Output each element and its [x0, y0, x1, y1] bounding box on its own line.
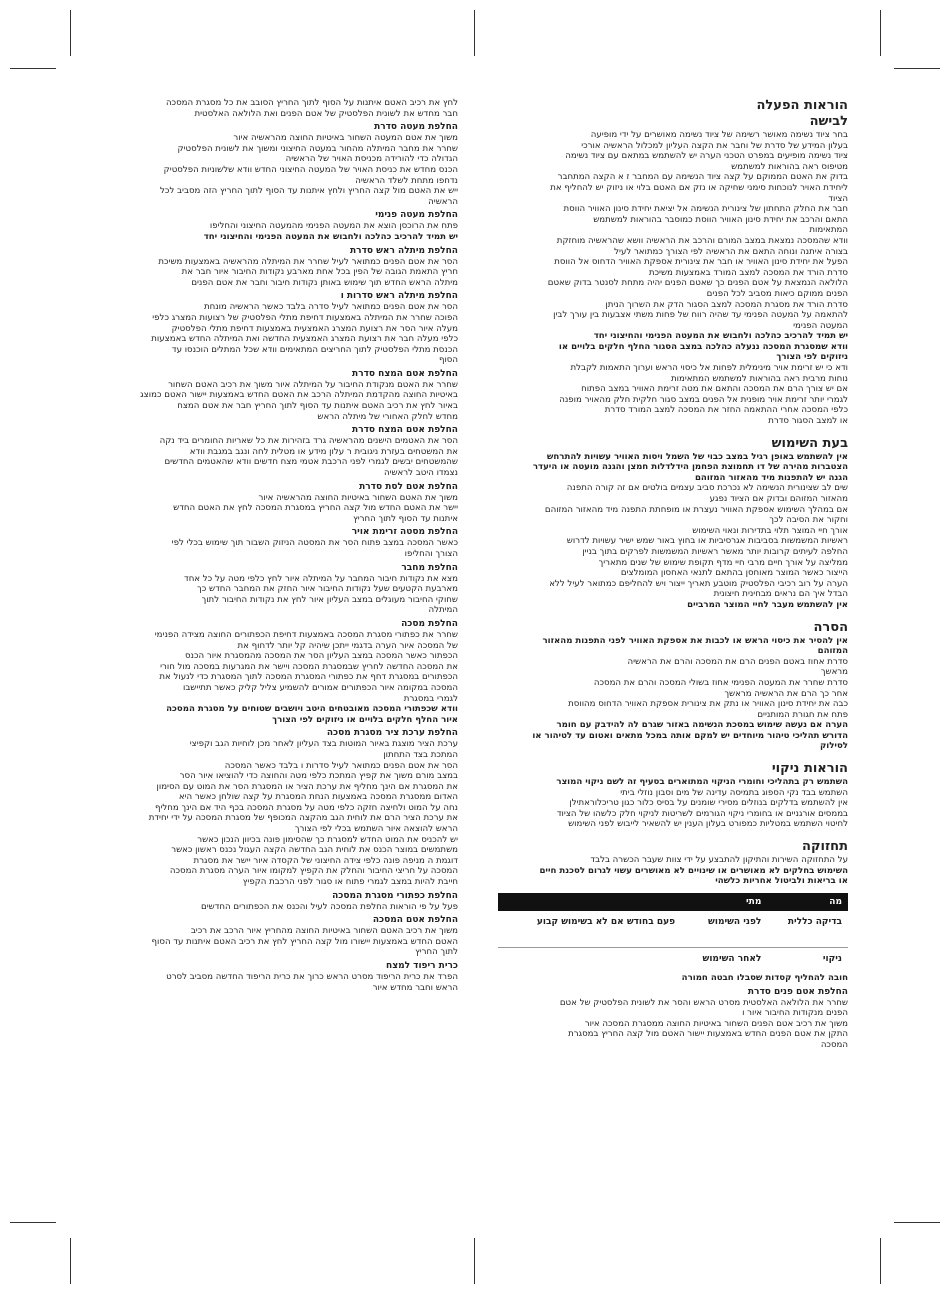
text-line: הסר את אטם הפנים כמתואר לעיל שחרר את המיתלה מהראשיה באמצעות משיכת: [158, 256, 458, 267]
cushion-heading: כרית ריפוד למצח: [386, 961, 458, 971]
row1-extra: פעם בחודש אם לא בשימוש קבוע: [536, 916, 676, 927]
row1-what: בדיקה כללית: [787, 916, 842, 927]
sweatband-lines: [96, 380, 458, 422]
visor-frame-heading: החלפת ערכת ציר מסגרת מסכה: [326, 728, 458, 739]
text-line: שהמשטחים יבשים לגמרי לפני הרכבת אטמי מצח חדשים וודא שהאטמים החדשים: [164, 457, 458, 468]
text-line: משוך את האטם השחור באיטיות החוצה מהראשיה איור: [258, 492, 458, 503]
crop-mark-top-left: [70, 10, 71, 56]
row2-when: לאחר השימוש: [681, 948, 767, 971]
table-header-blank: [498, 893, 681, 911]
text-line: משתמשים במוצר הכנס את לוחית הגב החדשה הקצה העגול נכנס ראשון כאשר: [171, 845, 458, 856]
wearing-bold-3: ניזוקים לפי הצורך: [776, 352, 848, 363]
mask-heading: החלפת מסכה: [401, 618, 458, 629]
text-line: באיטיות החוצה מהקדמת המיתלה הרכב את האטם החדש באמצעות יישור האטם כמוצג: [140, 390, 458, 401]
text-line: כלפי המסכה אחרי ההתאמה החזר את המסכה למצב המורד סדרת: [604, 405, 848, 416]
row1-when: לפני השימוש: [708, 916, 762, 927]
cleaning-heading: הוראות ניקוי: [771, 761, 848, 777]
text-line: הכנסת מתלי הפלסטיק לתוך החריצים המתאימים וודא שכל המתלים הוכנסו עד: [171, 344, 458, 355]
text-line: דוגמת ה מניפה פונה כלפי צידה החיצוני של הקסדה איור יישר את מסגרת: [193, 855, 458, 866]
text-line: אם במהלך השימוש אספקת האוויר נעצרת או מופחתת התפנה מיד מהאזור המזוהם: [544, 504, 848, 515]
text-line: של המסכה איור הערה בדגמי ייתכן שיהיה קל יותר לדחוף את: [237, 640, 458, 651]
right-column: [498, 98, 848, 1051]
text-line: פתח את חגורת המותניים: [757, 709, 848, 720]
text-line: מחדש לחלק האחורי של מיתלה הראש: [317, 411, 458, 422]
removal-heading: הסרה: [813, 619, 848, 635]
text-line: שים לב שצינורית הנשימה לא נכרכת סביב עצמים בולטים אם זה קורה התפנה: [566, 483, 848, 494]
airflow-valve-heading: החלפת מסטה זרימת אויר: [351, 527, 458, 538]
wearing-bold-2: וודא שמסגרת המסכה ננעלה כהלכה במצב הסגור החלף חלקים בלויים או: [558, 341, 848, 352]
text-line: אין להסיר את כיסוי הראש או לכבות את אספקת האוויר לפני התפנות מהאזור: [542, 635, 848, 646]
text-line: לחץ את רכיב האטם איתנות על הסוף לתוך החריץ הסובב את כל מסגרת המסכה: [165, 98, 458, 108]
text-line: ייש את האטם מול קצה החריץ ולחץ איתנות עד הסוף לתוך החריץ הזה מסביב לכל: [160, 186, 458, 197]
outer-shroud-heading: החלפת מעטה סדרת: [374, 122, 458, 133]
text-line: נוחות מרבית ראה בהוראות למשתמש המתאימות: [671, 373, 848, 384]
crop-mark-bottom-center: [474, 1238, 475, 1284]
text-line: אם יש צורך הרם את המסכה והתאם את מטה זרימת האוויר במצב הפתוח: [581, 384, 848, 395]
wearing-lines: [498, 130, 848, 331]
sweatband2-heading: החלפת אטם המצח סדרת: [352, 425, 458, 436]
text-line: לגמרי יותר זרימת אויר מופנית אל הפנים במצב סגור חלקית חלק מהאויר מופנה: [559, 394, 848, 405]
text-line: הציוד: [828, 193, 848, 204]
text-line: הצורך והחליפו: [404, 549, 458, 559]
neck-seal-lines: [96, 493, 458, 525]
text-line: כאשר המסכה במצב פתוח הסר את המסטה הניזוק השבור תוך שימוש בכלי לפי: [171, 538, 458, 549]
maintenance-heading: תחזוקה: [802, 839, 848, 855]
text-line: המסכה על חריצי החיבור והחלק את הקפיץ למקומו איור הערה מסגרת המסכה: [169, 866, 458, 877]
text-line: שחרר את מחבר המיתלה מהחור במעטה החיצוני ומשוך את לשונית הפלסטיק: [177, 143, 458, 154]
text-line: יש להכניס את המוט החדש למסגרת כך שהסימון פונה בכיוון הנכון כאשר: [197, 834, 458, 845]
inner-shroud-heading: החלפת מעטה פנימי: [375, 210, 458, 221]
maintenance-line: על התחזוקה השירות והתיקון להתבצע על ידי צוות שעבר הכשרה בלבד: [590, 855, 848, 866]
crop-mark-top-left-h: [10, 68, 56, 69]
text-line: הפרד את כרית הריפוד מסרט הראש כרוך את כרית הריפוד החדשה מסביב לסרט: [166, 972, 458, 982]
crop-mark-top-right-h: [894, 68, 940, 69]
inner-shroud-bold: יש תמיד להרכיב כהלכה ולחבוש את המעטה הפנימי והחיצוני יחד: [203, 231, 458, 242]
outer-shroud-lines: [96, 133, 458, 207]
maintenance-bold: [498, 866, 848, 887]
text-line: נחה על המוט ולחיצה חזקה כלפי מטה על מסגרת המסכה בכף היד אם הינך מחליף: [155, 802, 458, 813]
text-line: התאם והרכב את יחידת סינון האוויר הווסת כמוסבר בהוראות למשתמש: [593, 214, 848, 225]
neck-seal-heading: החלפת אטם לסת סדרת: [359, 481, 458, 492]
text-line: חבר מחדש את לשונית הפלסטיק של אטם הפנים ואת הלולאה האלסטית: [194, 108, 458, 119]
cushion-lines: [96, 972, 458, 993]
removal-note: [498, 720, 848, 752]
intro-lines: [96, 98, 458, 119]
table-header-when: מתי: [681, 893, 767, 911]
crop-mark-bottom-right-h: [894, 1222, 940, 1223]
text-line: חריץ התאמת הגובה של הפין בכל אחת מארבע נקודות החיבור איור חבר את: [181, 267, 458, 278]
in-use-bold-end: אין להשתמש מעבר לחיי המוצר המרביים: [687, 599, 848, 610]
text-line: נצמדו היטב לראשיה: [383, 468, 458, 479]
text-line: לגמרי במסגרת: [403, 693, 458, 704]
text-line: וודא שהמסכה נמצאת במצב המורם והרכב את הראשיה וושא שהראשיה מוחזקת: [556, 235, 848, 246]
text-line: ממליצה על אורך חיים מרבי חיי מדף תקופת שימוש של שנים מתאריך: [598, 557, 848, 568]
text-line: האדום ממסגרת המסכה באמצעות הנחת המסגרת על קצה שולחן כאשר היא: [178, 792, 458, 803]
text-line: הסר את אטם הפנים כמתואר לעיל סדרה בלבד כאשר הראשיה מונחת: [203, 302, 458, 313]
text-line: איתנות עד הסוף לתוך החריץ: [353, 513, 458, 524]
text-line: חבר את החלק התחתון של צינורית הנשימה אל יציאת יחידת סינון האוויר הווסת: [563, 204, 848, 215]
text-line: סדרת שחרר את המעטה הפנימי אחוז בשולי המסכה והרם את המסכה: [593, 677, 848, 688]
text-line: את המשטחים בעזרת ניגובית ר עלון מידע או מטלית לחה ונגב במגבת וודא: [189, 446, 458, 457]
crop-mark-bottom-left: [70, 1238, 71, 1284]
maintenance-table: [498, 893, 848, 971]
text-line: הראשיה: [428, 196, 458, 207]
text-line: הסר את האטמים הישנים מהראשיה גרד בזהירות את כל שאריות החומרים ביד נקה: [159, 436, 458, 447]
text-line: המתכת בצד התחתון: [383, 749, 458, 760]
face-seal-lines: [96, 926, 458, 958]
text-line: שחרר את הלולאה האלסטית מסרט הראש והסר את לשונית הפלסטיק של אטם: [559, 997, 848, 1008]
crop-mark-bottom-left-h: [10, 1222, 56, 1223]
text-line: או בריאות ולביטול אחריות כלשהי: [715, 876, 848, 887]
text-line: הפעל את יחידת סינון האוויר או חבר את צינורית אספקת האוויר הדחוס אל הווסת: [554, 257, 848, 268]
in-use-bold: [498, 452, 848, 484]
text-line: ציוד נשימה מופיעים במפרט הטכני הערה יש להשתמש במתאם עם ציוד נשימה: [565, 151, 848, 162]
page-title: הוראות הפעלה: [756, 98, 848, 113]
text-line: המזוהם: [817, 646, 848, 657]
text-line: את המסגרת אם הינך מחליף את ערכת הציר או המסגרת הסר את המוט עם הסימון: [156, 781, 458, 792]
text-line: לחיטוי השתמש במטליות כמפורט בעלון הענין יש להשאיר לייבוש לפני השימוש: [568, 819, 848, 830]
text-line: הדורש תהליכי טיהור מיוחדים יש למקם אותה במכל מתאים ואטום עד לטיהור או: [532, 730, 848, 741]
connector-heading: החלפת מחבר: [401, 562, 458, 573]
text-line: הראש להוצאה איור השתמש בכלי לפי הצורך: [294, 824, 458, 835]
headband-heading: החלפת מיתלה ראש סדרת: [350, 245, 458, 256]
text-line: הערה אם נעשה שימוש במסכת הנשימה באזור שגרם לה להידבק עם חומר: [556, 720, 848, 731]
replace-face-seal-lines: [498, 998, 848, 1051]
text-line: הסוף: [438, 355, 458, 366]
text-line: סדרת הורד את המסכה למצב המורד באמצעות משיכת: [648, 267, 848, 278]
text-line: המסכה: [820, 1039, 848, 1050]
text-line: שחרר את כפתורי מסגרת המסכה באמצעות דחיפת הכפתורים החוצה מצידה הפנימי: [154, 629, 458, 640]
text-line: את המסכה החדשה לחריץ שבמסגרת המסכה ויישר את המגרעות במסכה מול חורי: [160, 661, 458, 672]
text-line: מארבעת הקטעים שעל נקודות החיבור איור החזק את המחבר החדש כך: [197, 584, 458, 595]
text-line: הראש וחבר מחדש איור: [372, 982, 458, 993]
text-line: אחר כך הרם את הראשיה מראשך: [724, 688, 848, 699]
text-line: משוך את רכיב האטם השחור באיטיות החוצה מהחריץ איור הרכב את רכיב: [190, 926, 458, 937]
wearing-lines-2: [498, 363, 848, 427]
removal-bold: [498, 636, 848, 657]
text-line: בחר ציוד נשימה מאושר רשימה של ציוד נשימה מאושרים על ידי מופיעה: [590, 130, 848, 140]
text-line: ודא כי יש זרימת אויר מינימלית לפחות אל כיסוי הראש וערוך התאמות לקבלת: [570, 363, 848, 374]
text-line: את ערכת הציר הרם את לוחית הגב מהקצה המכופף של מסגרת המסכה על ידי יחידת: [148, 813, 458, 824]
text-line: מצא את נקודות חיבור המחבר על המיתלה איור לחץ כלפי מטה על כל אחד: [184, 573, 458, 584]
replace-face-seal-heading: החלפת אטם פנים סדרת: [747, 986, 848, 997]
cleaning-lines: [498, 788, 848, 830]
visor-buttons-line: פעל על פי הוראות החלפת המסכה לעיל והכנס את הכפתורים החדשים: [201, 901, 458, 912]
text-line: שחרר את האטם מנקודת החיבור על המיתלה איור משוך את רכיב האטם השחור: [168, 379, 458, 390]
text-line: אין להשתמש באופן רגיל במצב כבוי של השמל ויסות האוויר עשויות להתרחש: [546, 451, 848, 462]
text-line: בצורה איתנה ונוחה התאם את הראשיה לפי הצורך כמתואר לעיל: [614, 246, 848, 257]
text-line: משוך את רכיב אטם הפנים השחור באיטיות החוצה ממסגרת המסכה איור: [584, 1018, 848, 1029]
text-line: וחקור את הסיבה לכך: [769, 515, 848, 526]
text-line: אין להשתמש בדלקים בנוזלים מסירי שומנים על בסיס כלור כגון טריכלוראתילן: [569, 798, 848, 809]
text-line: הכפתורים במסגרת דחף את כפתורי המסגרת המסכה לתוך המסגרת כדי לנעול את: [159, 672, 458, 683]
text-line: במצב מורם משוך את קפיץ המתכת כלפי מטה והחוצה כדי להוציאו איור הסר: [179, 771, 458, 782]
text-line: הכפתור כאשר המסכה במצב העליון הסר את המסכה מהמסגרת איור הכנס: [184, 651, 458, 662]
text-line: הגנה יש להתפנות מיד מהאזור המזוהם: [694, 472, 848, 483]
text-line: מעלה איור הסר את רצועת המצרג האמצעית באמצעות דחיפת מתלי הפלסטיק: [171, 323, 458, 334]
removal-lines: [498, 657, 848, 721]
text-line: לתוך החריץ: [415, 947, 458, 958]
in-use-heading: בעת השימוש: [771, 435, 848, 451]
text-line: הכנס מחדש את כניסת האויר של המעטה החיצוני החדש וודא שלשוניות הפלסטיק: [163, 164, 458, 175]
text-line: משוך את אטם המעטה השחור באיטיות החוצה מהראשיה איור: [233, 133, 458, 144]
maintenance-note: חובה להחליף קסדות שסבלו חבטה חמורה: [681, 973, 848, 983]
text-line: סדרת אחוז באטם הפנים הרם את המסכה והרם את הראשיה: [627, 656, 848, 667]
cleaning-bold: השתמש רק בתהליכי וחומרי הניקוי המתוארים בסעיף זה לשם ניקוי המוצר: [556, 777, 848, 788]
text-line: מראשך: [820, 667, 848, 678]
text-line: מטיפוס ראה בהוראות למשתמש: [731, 161, 848, 172]
visor-buttons-heading: החלפת כפתורי מסגרת המסכה: [332, 890, 458, 901]
table-header-what: מה: [767, 893, 848, 911]
text-line: חייבת להיות במצב לגמרי פתוח או סגור לפני הרכבת הקפיץ: [242, 877, 458, 888]
crop-mark-top-right: [880, 10, 881, 56]
text-line: להתאמה על המעטה הפנימי עד שהיה רווח של פחות משתי אצבעות בין עורך לבין: [553, 310, 848, 321]
text-line: בממסים אורגניים או בחומרי ניקוי הגורמים לשריטות לניקוי חלק כלשהו של הציוד: [556, 808, 848, 819]
text-line: הפנים ממוקם כיאות מסביב לכל הפנים: [706, 288, 848, 299]
text-line: הגדולה כדי להורידה מכניסת האויר של הראשיה: [285, 154, 458, 165]
table-row: [498, 948, 848, 971]
text-line: כלפי מעלה חבר את רצועת המצרג האמצעית החדשה ואת המיתלה החדש באמצעות: [151, 334, 458, 345]
text-line: בעלון המידע של סדרת של וחבר את הקצה העליון למכלול הראשיה אורכי: [581, 140, 848, 151]
text-line: באיור לחץ את רכיב האטם איתנות עד הסוף לתוך החריץ חבר את אטם המצח: [177, 401, 458, 412]
text-line: וודא שכפתורי המסכה מאובטחים היטב ויושבים שטוחים על מסגרת המסכה: [166, 704, 458, 715]
text-line: הפוכה שחרר את המיתלה באמצעות דחיפת מתלי הפלסטיק של רצועות המצרג כלפי: [152, 312, 458, 323]
text-line: המעטה הפנימי: [793, 320, 848, 331]
text-line: המתאימות: [809, 225, 848, 236]
text-line: מהאזור המזוהם ובדוק אם הציוד נפגע: [709, 494, 848, 504]
text-line: הייצור כאשר המוצר מאוחסן בהתאם לתנאי האחסון המומלצים: [620, 568, 848, 579]
airflow-valve-lines: [96, 538, 458, 559]
text-line: סדרת הורד את מסגרת המסכה למצב הסגור הדק את השרוך הניתן: [605, 299, 848, 310]
text-line: אורך חיי המוצר תלוי בתדירות ונאוי השימוש: [692, 525, 848, 536]
text-line: שחוקי החיבור מעוגלים במצב העליון איור לחץ את נקודות החיבור לתוך: [201, 594, 458, 605]
crop-mark-bottom-right: [880, 1238, 881, 1284]
text-line: איור החלף חלקים בלויים או ניזוקים לפי הצורך: [272, 714, 458, 725]
text-line: האטם החדש באמצעות יישורו מול קצה החריץ לחץ את רכיב האטם איתנות עד הסוף: [151, 936, 458, 947]
text-line: הערה על רוב רכיבי הפלסטיק מוטבע תאריך ייצור ויש להחליפם כמתואר לעיל ללא: [549, 578, 848, 589]
in-use-lines: [498, 483, 848, 600]
sweatband-heading: החלפת אטם המצח סדרת: [352, 368, 458, 379]
text-line: הלולאה הנמצאת על אטם הפנים כך שאטם הפנים יהיה מתחת לסנטר בדוק שאטם: [547, 278, 848, 289]
text-line: מיתלה הראש החדש תוך שימוש באותן נקודות חיבור וחבר את אטם הפנים: [191, 277, 458, 288]
headband-lines: [96, 257, 458, 289]
inner-shroud-line: פתח את הרוכסן הוצא את המעטה הפנימי מהמעטה החיצוני והחליפו: [209, 221, 458, 232]
wearing-heading: לבישה: [809, 114, 848, 129]
text-line: המסכה במקומה איור הכפתורים אמורים להשמיע צליל קליק כאשר תתיישבו: [183, 682, 458, 693]
table-row: [498, 911, 848, 934]
text-line: או למצב הסגור סדרת: [768, 416, 848, 427]
mask-bold: [96, 704, 458, 725]
connector-lines: [96, 574, 458, 616]
wearing-bold-1: יש תמיד להרכיב כהלכה ולחבוש את המעטה הפנימי והחיצוני יחד: [593, 331, 848, 342]
sweatband2-lines: [96, 436, 458, 478]
text-line: בדוק את האטם הממוקם על קצה ציוד הנשימה עם המחבר ז א הקצה המתחבר: [557, 172, 848, 183]
text-line: כבה את יחידת סינון האוויר או נתק את צינורית אספקת האוויר הדחוס מהווסת: [568, 699, 848, 710]
text-line: השתמש בבד נקי הספוג בתמיסה עדינה של מים וסבון נוזלי ביתי: [620, 787, 848, 798]
text-line: נדחפו מתחת לשלד הראשיה: [355, 175, 458, 186]
headband2-lines: [96, 302, 458, 366]
text-line: לסילוק: [819, 741, 848, 752]
text-line: ערכת הציר מוצגת באיור המוטות בצד העליון לאחר מכן לוחיות הגב וקפיצי: [189, 739, 458, 750]
visor-frame-lines: [96, 739, 458, 887]
text-line: המיתלה: [428, 605, 458, 616]
row2-what: ניקוי: [767, 948, 848, 971]
face-seal-heading: החלפת אטם המסכה: [372, 915, 458, 926]
text-line: הסר את אטם הפנים כמתואר לעיל סדרות ו בלבד כאשר המסכה: [224, 760, 458, 771]
text-line: החלפה לעיתים קרובות יותר מאשר ראשיות המשמשות לפרקים בתוך בניין: [582, 546, 848, 557]
text-line: יישר את האטם החדש מול קצה החריץ במסגרת המסכה לחץ את האטם החדש: [173, 503, 458, 514]
headband2-heading: החלפת מיתלה ראש סדרות ו: [340, 291, 458, 302]
text-line: הפנים מנקודות החיבור איור ו: [742, 1008, 848, 1019]
text-line: הצטברות מהירה של דו תחמוצת הפחמן הידלדלות חמצן והגנה מועטה או היעדר: [532, 462, 848, 473]
mask-lines: [96, 630, 458, 704]
text-line: הבדל איך הם נראים מבחינית חיצונית: [713, 589, 848, 600]
text-line: השימוש בחלקים לא מאושרים או שינויים לא מאושרים עשוי לגרום לסכנת חיים: [539, 865, 848, 876]
text-line: התקן את אטם הפנים החדש באמצעות יישור האטם מול קצה החריץ במסגרת: [568, 1029, 848, 1040]
left-column: [96, 98, 458, 993]
text-line: ראשיות המשמשות בסביבות אגרסיביות או בחוץ באור שמש ישיר עשויות לדרוש: [566, 536, 848, 547]
crop-mark-top-center: [474, 10, 475, 56]
text-line: ליחידת האויר לנוכחות סימני שחיקה או נזק אם האטם בלוי או ניזוק יש להחליף את: [550, 182, 848, 193]
